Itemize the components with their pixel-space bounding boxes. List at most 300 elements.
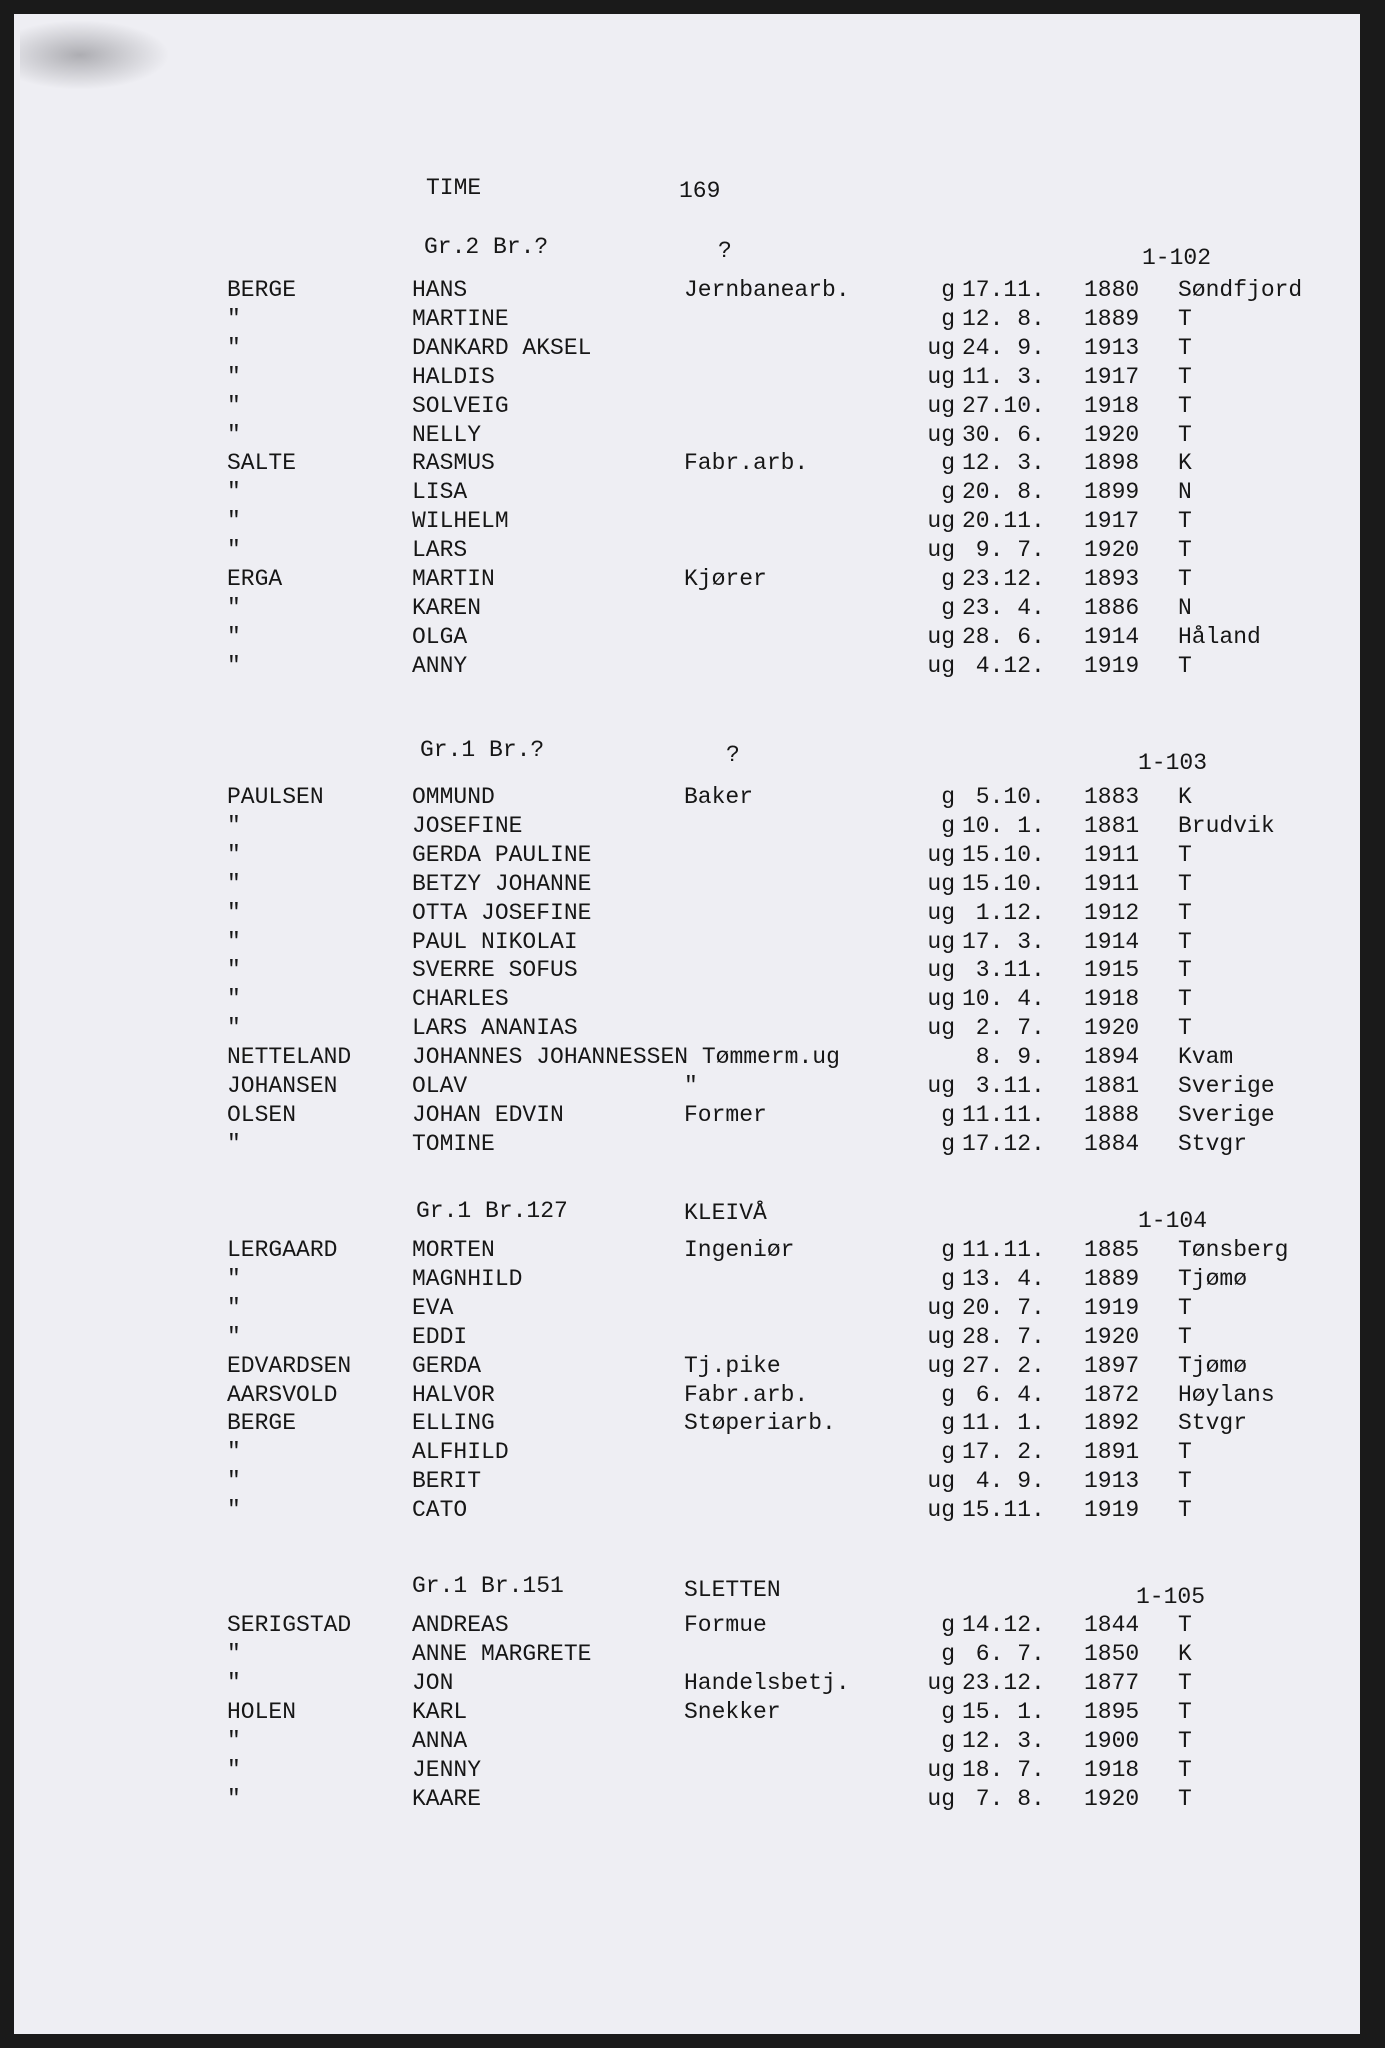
birth-date: 4. 9.: [962, 1468, 1045, 1494]
birth-date: 28. 6.: [962, 624, 1045, 650]
given-name: OLAV: [412, 1073, 468, 1099]
register-row: [14, 1104, 1360, 1133]
surname: ": [227, 393, 241, 419]
birth-date: 17.12.: [962, 1131, 1045, 1157]
given-name: NELLY: [412, 422, 482, 448]
birth-year: 1881: [1084, 1073, 1140, 1099]
register-row: [14, 1730, 1360, 1759]
birth-place: N: [1178, 479, 1192, 505]
marital-status: ug: [927, 1468, 955, 1494]
group-code: 1-104: [1138, 1208, 1208, 1234]
group-code: 1-105: [1136, 1584, 1206, 1610]
birth-year: 1900: [1084, 1728, 1140, 1754]
birth-date: 3.11.: [962, 957, 1045, 983]
birth-place: T: [1178, 1439, 1192, 1465]
given-name: SVERRE SOFUS: [412, 957, 578, 983]
given-name: BERIT: [412, 1468, 482, 1494]
surname: ERGA: [227, 566, 283, 592]
surname: ": [227, 335, 241, 361]
birth-place: Sverige: [1178, 1073, 1275, 1099]
birth-year: 1885: [1084, 1237, 1140, 1263]
birth-date: 28. 7.: [962, 1324, 1045, 1350]
surname: OLSEN: [227, 1102, 297, 1128]
birth-date: 15. 1.: [962, 1699, 1045, 1725]
register-row: [14, 1672, 1360, 1701]
marital-status: ug: [927, 1353, 955, 1379]
register-row: [14, 844, 1360, 873]
given-name: MARTINE: [412, 306, 509, 332]
scan-smudge: [20, 20, 170, 90]
register-row: [14, 988, 1360, 1017]
surname: ": [227, 1131, 241, 1157]
occupation: Fabr.arb.: [684, 1382, 809, 1408]
birth-place: Brudvik: [1178, 813, 1275, 839]
given-name: KAREN: [412, 595, 482, 621]
birth-date: 11.11.: [962, 1237, 1045, 1263]
birth-date: 2. 7.: [962, 1015, 1045, 1041]
register-row: [14, 1499, 1360, 1528]
surname: EDVARDSEN: [227, 1353, 352, 1379]
birth-place: T: [1178, 1295, 1192, 1321]
birth-date: 7. 8.: [962, 1786, 1045, 1812]
birth-year: 1892: [1084, 1410, 1140, 1436]
given-name: KARL: [412, 1699, 468, 1725]
marital-status: g: [941, 1266, 955, 1292]
birth-year: 1914: [1084, 624, 1140, 650]
marital-status: ug: [927, 1757, 955, 1783]
birth-year: 1891: [1084, 1439, 1140, 1465]
birth-year: 1917: [1084, 364, 1140, 390]
register-row: [14, 1326, 1360, 1355]
marital-status: ug: [927, 986, 955, 1012]
register-row: [14, 1643, 1360, 1672]
given-name: HANS: [412, 277, 468, 303]
given-name: ELLING: [412, 1410, 495, 1436]
marital-status: g: [941, 306, 955, 332]
surname: ": [227, 1468, 241, 1494]
marital-status: g: [941, 1439, 955, 1465]
birth-date: 10. 1.: [962, 813, 1045, 839]
marital-status: g: [941, 1699, 955, 1725]
occupation: Ingeniør: [684, 1237, 795, 1263]
birth-year: 1872: [1084, 1382, 1140, 1408]
birth-place: N: [1178, 595, 1192, 621]
surname: ": [227, 364, 241, 390]
register-row: [14, 1701, 1360, 1730]
given-name: OTTA JOSEFINE: [412, 900, 592, 926]
surname: ": [227, 595, 241, 621]
given-name: ANDREAS: [412, 1612, 509, 1638]
register-row: [14, 539, 1360, 568]
group-place: SLETTEN: [684, 1577, 781, 1603]
marital-status: ug: [927, 508, 955, 534]
register-row: [14, 1441, 1360, 1470]
page-number: 169: [679, 178, 721, 204]
surname: ": [227, 900, 241, 926]
register-row: [14, 931, 1360, 960]
marital-status: ug: [927, 957, 955, 983]
marital-status: g: [941, 450, 955, 476]
occupation: Handelsbetj.: [684, 1670, 850, 1696]
birth-date: 1.12.: [962, 900, 1045, 926]
marital-status: g: [941, 1382, 955, 1408]
birth-place: T: [1178, 1497, 1192, 1523]
surname: ": [227, 986, 241, 1012]
group-code: 1-102: [1142, 245, 1212, 271]
given-name: EDDI: [412, 1324, 468, 1350]
surname: ": [227, 306, 241, 332]
birth-year: 1911: [1084, 842, 1140, 868]
surname: ": [227, 1641, 241, 1667]
register-row: [14, 1046, 1360, 1075]
birth-date: 23.12.: [962, 1670, 1045, 1696]
birth-date: 10. 4.: [962, 986, 1045, 1012]
marital-status: ug: [927, 393, 955, 419]
surname: ": [227, 508, 241, 534]
birth-date: 17. 3.: [962, 929, 1045, 955]
birth-year: 1889: [1084, 1266, 1140, 1292]
surname: ": [227, 871, 241, 897]
group-label: Gr.1 Br.127: [416, 1198, 568, 1224]
birth-date: 15.11.: [962, 1497, 1045, 1523]
birth-date: 11. 1.: [962, 1410, 1045, 1436]
marital-status: g: [941, 595, 955, 621]
given-name: SOLVEIG: [412, 393, 509, 419]
given-name: EVA: [412, 1295, 454, 1321]
birth-place: T: [1178, 1324, 1192, 1350]
birth-place: Sverige: [1178, 1102, 1275, 1128]
given-name: KAARE: [412, 1786, 482, 1812]
birth-year: 1918: [1084, 393, 1140, 419]
marital-status: g: [941, 479, 955, 505]
register-row: [14, 655, 1360, 684]
given-name: CHARLES: [412, 986, 509, 1012]
birth-place: Tjømø: [1178, 1353, 1248, 1379]
given-name: JOHANNES JOHANNESSEN Tømmerm.ug: [412, 1044, 840, 1070]
marital-status: ug: [927, 1073, 955, 1099]
register-row: [14, 452, 1360, 481]
marital-status: ug: [927, 1497, 955, 1523]
birth-year: 1913: [1084, 1468, 1140, 1494]
birth-place: T: [1178, 900, 1192, 926]
birth-place: T: [1178, 1015, 1192, 1041]
birth-place: T: [1178, 335, 1192, 361]
register-row: [14, 1788, 1360, 1817]
birth-date: 5.10.: [962, 784, 1045, 810]
marital-status: g: [941, 277, 955, 303]
marital-status: ug: [927, 653, 955, 679]
register-row: [14, 1412, 1360, 1441]
surname: JOHANSEN: [227, 1073, 338, 1099]
birth-year: 1915: [1084, 957, 1140, 983]
given-name: DANKARD AKSEL: [412, 335, 592, 361]
group-label: Gr.2 Br.?: [424, 234, 549, 260]
birth-date: 20. 8.: [962, 479, 1045, 505]
given-name: LARS: [412, 537, 468, 563]
register-row: [14, 902, 1360, 931]
birth-date: 27.10.: [962, 393, 1045, 419]
given-name: MORTEN: [412, 1237, 495, 1263]
register-row: [14, 626, 1360, 655]
marital-status: g: [941, 1612, 955, 1638]
given-name: GERDA: [412, 1353, 482, 1379]
given-name: RASMUS: [412, 450, 495, 476]
birth-place: Kvam: [1178, 1044, 1234, 1070]
birth-year: 1888: [1084, 1102, 1140, 1128]
birth-place: T: [1178, 566, 1192, 592]
given-name: CATO: [412, 1497, 468, 1523]
surname: ": [227, 1439, 241, 1465]
group-place: KLEIVÅ: [684, 1200, 767, 1226]
marital-status: ug: [927, 1670, 955, 1696]
given-name: ANNE MARGRETE: [412, 1641, 592, 1667]
birth-place: T: [1178, 422, 1192, 448]
birth-year: 1920: [1084, 422, 1140, 448]
surname: BERGE: [227, 277, 297, 303]
given-name: MAGNHILD: [412, 1266, 523, 1292]
marital-status: ug: [927, 364, 955, 390]
birth-place: T: [1178, 653, 1192, 679]
birth-place: Stvgr: [1178, 1131, 1248, 1157]
marital-status: ug: [927, 1295, 955, 1321]
register-row: [14, 1384, 1360, 1413]
given-name: BETZY JOHANNE: [412, 871, 592, 897]
birth-date: 11.11.: [962, 1102, 1045, 1128]
birth-year: 1894: [1084, 1044, 1140, 1070]
birth-year: 1880: [1084, 277, 1140, 303]
marital-status: ug: [927, 1015, 955, 1041]
birth-year: 1919: [1084, 653, 1140, 679]
birth-date: 20. 7.: [962, 1295, 1045, 1321]
birth-date: 30. 6.: [962, 422, 1045, 448]
birth-year: 1920: [1084, 1015, 1140, 1041]
occupation: ": [684, 1073, 698, 1099]
birth-date: 23. 4.: [962, 595, 1045, 621]
surname: ": [227, 929, 241, 955]
birth-year: 1920: [1084, 1786, 1140, 1812]
given-name: TOMINE: [412, 1131, 495, 1157]
birth-date: 17. 2.: [962, 1439, 1045, 1465]
surname: ": [227, 422, 241, 448]
given-name: JOSEFINE: [412, 813, 523, 839]
birth-date: 18. 7.: [962, 1757, 1045, 1783]
birth-year: 1844: [1084, 1612, 1140, 1638]
group-code: 1-103: [1138, 750, 1208, 776]
birth-place: K: [1178, 450, 1192, 476]
birth-place: T: [1178, 508, 1192, 534]
birth-place: T: [1178, 842, 1192, 868]
birth-place: T: [1178, 1699, 1192, 1725]
marital-status: ug: [927, 1324, 955, 1350]
register-row: [14, 1470, 1360, 1499]
birth-place: T: [1178, 957, 1192, 983]
occupation: Tj.pike: [684, 1353, 781, 1379]
register-row: [14, 1614, 1360, 1643]
register-row: [14, 481, 1360, 510]
birth-date: 15.10.: [962, 842, 1045, 868]
marital-status: ug: [927, 422, 955, 448]
register-row: [14, 959, 1360, 988]
document-page: [14, 14, 1360, 2034]
birth-year: 1898: [1084, 450, 1140, 476]
birth-place: K: [1178, 784, 1192, 810]
register-row: [14, 1239, 1360, 1268]
occupation: Formue: [684, 1612, 767, 1638]
birth-place: T: [1178, 393, 1192, 419]
surname: BERGE: [227, 1410, 297, 1436]
register-row: [14, 568, 1360, 597]
marital-status: ug: [927, 871, 955, 897]
given-name: GERDA PAULINE: [412, 842, 592, 868]
register-row: [14, 308, 1360, 337]
marital-status: ug: [927, 537, 955, 563]
surname: ": [227, 1266, 241, 1292]
given-name: WILHELM: [412, 508, 509, 534]
birth-place: T: [1178, 1728, 1192, 1754]
birth-year: 1881: [1084, 813, 1140, 839]
surname: AARSVOLD: [227, 1382, 338, 1408]
occupation: Snekker: [684, 1699, 781, 1725]
surname: ": [227, 624, 241, 650]
given-name: JENNY: [412, 1757, 482, 1783]
occupation: Jernbanearb.: [684, 277, 850, 303]
birth-place: T: [1178, 1670, 1192, 1696]
birth-date: 12. 3.: [962, 1728, 1045, 1754]
birth-place: T: [1178, 1757, 1192, 1783]
birth-date: 15.10.: [962, 871, 1045, 897]
surname: ": [227, 537, 241, 563]
marital-status: ug: [927, 929, 955, 955]
birth-place: Håland: [1178, 624, 1261, 650]
group-label: Gr.1 Br.151: [412, 1573, 564, 1599]
birth-date: 27. 2.: [962, 1353, 1045, 1379]
birth-year: 1920: [1084, 1324, 1140, 1350]
birth-date: 12. 3.: [962, 450, 1045, 476]
surname: SERIGSTAD: [227, 1612, 352, 1638]
marital-status: g: [941, 1102, 955, 1128]
register-row: [14, 395, 1360, 424]
given-name: HALDIS: [412, 364, 495, 390]
register-row: [14, 1075, 1360, 1104]
birth-year: 1912: [1084, 900, 1140, 926]
birth-date: 8. 9.: [962, 1044, 1045, 1070]
birth-year: 1913: [1084, 335, 1140, 361]
surname: ": [227, 813, 241, 839]
birth-date: 3.11.: [962, 1073, 1045, 1099]
birth-place: T: [1178, 986, 1192, 1012]
surname: ": [227, 653, 241, 679]
marital-status: ug: [927, 900, 955, 926]
surname: ": [227, 1324, 241, 1350]
register-row: [14, 1268, 1360, 1297]
register-row: [14, 1355, 1360, 1384]
register-row: [14, 1297, 1360, 1326]
marital-status: ug: [927, 1786, 955, 1812]
birth-year: 1918: [1084, 1757, 1140, 1783]
surname: ": [227, 1497, 241, 1523]
surname: ": [227, 479, 241, 505]
register-row: [14, 873, 1360, 902]
birth-place: Tjømø: [1178, 1266, 1248, 1292]
birth-date: 6. 7.: [962, 1641, 1045, 1667]
surname: HOLEN: [227, 1699, 297, 1725]
register-row: [14, 337, 1360, 366]
given-name: OMMUND: [412, 784, 495, 810]
marital-status: g: [941, 1641, 955, 1667]
birth-date: 11. 3.: [962, 364, 1045, 390]
marital-status: ug: [927, 624, 955, 650]
birth-place: T: [1178, 871, 1192, 897]
given-name: MARTIN: [412, 566, 495, 592]
given-name: OLGA: [412, 624, 468, 650]
occupation: Kjører: [684, 566, 767, 592]
birth-year: 1895: [1084, 1699, 1140, 1725]
surname: ": [227, 1757, 241, 1783]
register-row: [14, 279, 1360, 308]
surname: NETTELAND: [227, 1044, 352, 1070]
group-place: ?: [726, 742, 740, 768]
marital-status: g: [941, 1728, 955, 1754]
birth-date: 17.11.: [962, 277, 1045, 303]
group-label: Gr.1 Br.?: [420, 737, 545, 763]
birth-place: Tønsberg: [1178, 1237, 1289, 1263]
given-name: LISA: [412, 479, 468, 505]
birth-date: 6. 4.: [962, 1382, 1045, 1408]
birth-year: 1911: [1084, 871, 1140, 897]
given-name: LARS ANANIAS: [412, 1015, 578, 1041]
given-name: JOHAN EDVIN: [412, 1102, 564, 1128]
marital-status: ug: [927, 842, 955, 868]
surname: LERGAARD: [227, 1237, 338, 1263]
given-name: ANNA: [412, 1728, 468, 1754]
birth-place: Søndfjord: [1178, 277, 1303, 303]
birth-date: 24. 9.: [962, 335, 1045, 361]
birth-date: 20.11.: [962, 508, 1045, 534]
marital-status: g: [941, 566, 955, 592]
surname: ": [227, 842, 241, 868]
occupation: Støperiarb.: [684, 1410, 836, 1436]
birth-place: T: [1178, 537, 1192, 563]
surname: ": [227, 1015, 241, 1041]
birth-year: 1884: [1084, 1131, 1140, 1157]
birth-year: 1899: [1084, 479, 1140, 505]
birth-year: 1893: [1084, 566, 1140, 592]
register-row: [14, 1759, 1360, 1788]
birth-year: 1897: [1084, 1353, 1140, 1379]
birth-date: 9. 7.: [962, 537, 1045, 563]
marital-status: g: [941, 1237, 955, 1263]
birth-place: Stvgr: [1178, 1410, 1248, 1436]
birth-year: 1918: [1084, 986, 1140, 1012]
register-row: [14, 1017, 1360, 1046]
birth-year: 1914: [1084, 929, 1140, 955]
marital-status: g: [941, 813, 955, 839]
given-name: ANNY: [412, 653, 468, 679]
surname: SALTE: [227, 450, 297, 476]
register-row: [14, 815, 1360, 844]
surname: ": [227, 1670, 241, 1696]
marital-status: g: [941, 784, 955, 810]
birth-date: 14.12.: [962, 1612, 1045, 1638]
given-name: HALVOR: [412, 1382, 495, 1408]
birth-year: 1917: [1084, 508, 1140, 534]
marital-status: g: [941, 1410, 955, 1436]
surname: ": [227, 1295, 241, 1321]
given-name: JON: [412, 1670, 454, 1696]
birth-year: 1886: [1084, 595, 1140, 621]
surname: ": [227, 1786, 241, 1812]
register-row: [14, 786, 1360, 815]
